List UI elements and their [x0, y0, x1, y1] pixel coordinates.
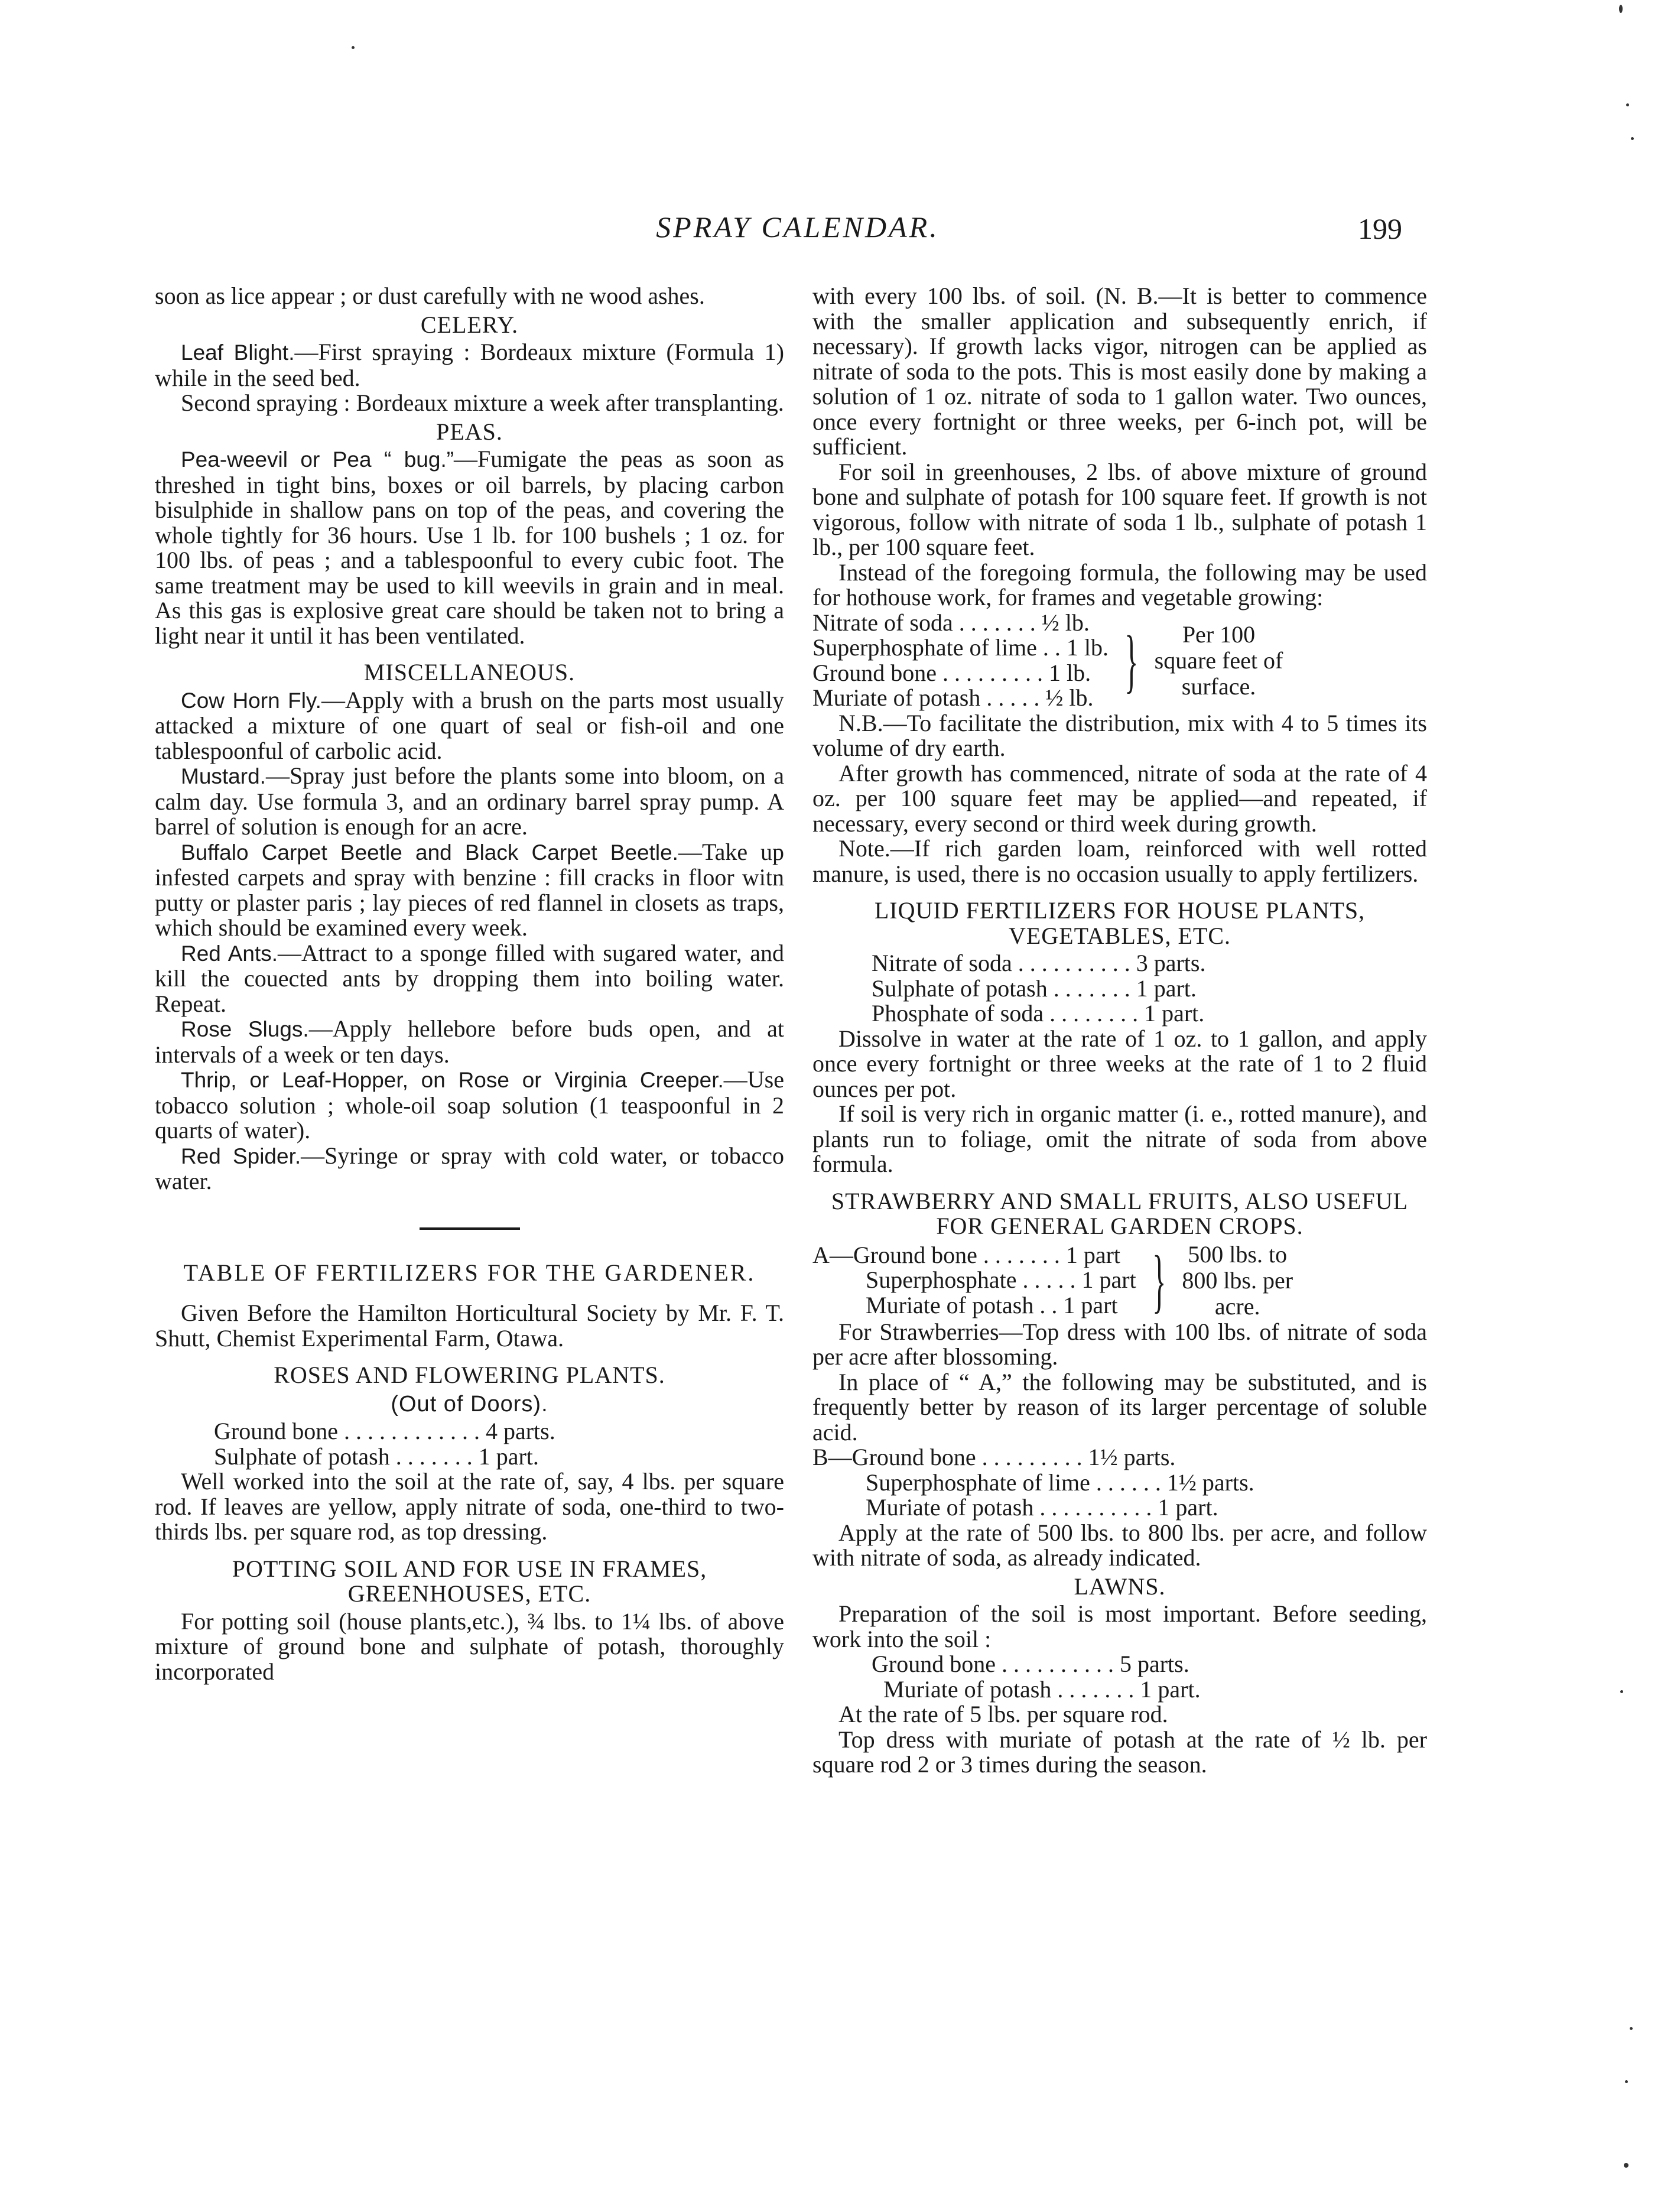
- strawberry-paragraph-2: In place of “ A,” the following may be substituted, and is frequently better by reason of its larger percentage of soluble acid.: [812, 1368, 1427, 1446]
- section-divider: [420, 1227, 520, 1230]
- recipe-row: Sulphate of potash . . . . . . . 1 part.: [872, 975, 1197, 1002]
- pea-weevil-paragraph: Pea-weevil or Pea “ bug.”—Fumigate the peas as soon as threshed in tight bins, boxes or oil barrels, by placing carbon bisulphide in shallow pans on top of the peas, and covering the whole tightly for 36 hours. Use 1 lb. for 100 bushels ; 1 oz. for 100 lbs. of peas ; and a tablespoonful to every cubic foot. The same treatment may be used to kill weevils in grain and in meal. As this gas is explosive great care should be taken not to bring a light near it until it has been ventilated.: [155, 446, 784, 649]
- nb-paragraph: N.B.—To facilitate the distribution, mix with 4 to 5 times its volume of dry earth.: [812, 709, 1427, 761]
- lawns-paragraph-3: Top dress with muriate of potash at the rate of ½ lb. per square rod 2 or 3 times during the season.: [812, 1726, 1427, 1778]
- pea-weevil-lead: Pea-weevil or Pea “ bug.”: [181, 447, 454, 472]
- liquid-recipe: [812, 951, 1486, 1027]
- lawns-recipe: [812, 1652, 1486, 1702]
- page-number: 199: [1358, 212, 1402, 245]
- potting-heading: POTTING SOIL AND FOR USE IN FRAMES, GREENHOUSES, ETC.: [232, 1555, 707, 1607]
- recipe-row: A—Ground bone . . . . . . . 1 part: [812, 1241, 1121, 1268]
- instead-paragraph: Instead of the foregoing formula, the following may be used for hothouse work, for frames and vegetable growing:: [812, 558, 1427, 610]
- lawns-paragraph-1: Preparation of the soil is most important. Before seeding, work into the soil :: [812, 1600, 1427, 1652]
- hothouse-note: Per 100 square feet of surface.: [1154, 621, 1283, 700]
- running-title: SPRAY CALENDAR.: [656, 210, 940, 243]
- peas-heading: PEAS.: [436, 418, 503, 445]
- celery-heading: CELERY.: [420, 311, 519, 338]
- recipe-row: Muriate of potash . . . . . ½ lb.: [812, 684, 1094, 711]
- greenhouse-paragraph: For soil in greenhouses, 2 lbs. of above mixture of ground bone and sulphate of potash for 100 square feet. If growth is not vigorous, follow with nitrate of soda 1 lb., sulphate of potash 1 lb., per 100 square feet.: [812, 458, 1427, 560]
- roses-recipe: [155, 1419, 843, 1469]
- thrip-paragraph: Thrip, or Leaf-Hopper, on Rose or Virginia Creeper.—Use tobacco solution ; whole-oil soap solution (1 teaspoonful in 2 quarts of water).: [155, 1066, 784, 1144]
- recipe-row: Muriate of potash . . . . . . . . . . 1 part.: [866, 1494, 1218, 1521]
- intro-paragraph: soon as lice appear ; or dust carefully with ne wood ashes.: [155, 282, 705, 309]
- note-paragraph: Note.—If rich garden loam, reinforced with well rotted manure, is used, there is no occasion usually to apply fertilizers.: [812, 835, 1427, 887]
- roses-paragraph: Well worked into the soil at the rate of, say, 4 lbs. per square rod. If leaves are yellow, apply nitrate of soda, one-third to two-thirds lbs. per square rod, as top dressing.: [155, 1468, 784, 1545]
- given-before-paragraph: Given Before the Hamilton Horticultural Society by Mr. F. T. Shutt, Chemist Experimental Farm, Otawa.: [155, 1300, 784, 1352]
- celery-leaf-blight-paragraph: Leaf Blight.—First spraying : Bordeaux mixture (Formula 1) while in the seed bed.: [155, 339, 784, 391]
- leaf-blight-lead: Leaf Blight.: [181, 340, 295, 365]
- recipe-row: B—Ground bone . . . . . . . . . 1½ parts.: [812, 1444, 1176, 1470]
- continued-paragraph: with every 100 lbs. of soil. (N. B.—It is better to commence with the smaller application and subsequently enrich, if necessary). If growth lacks vigor, nitrogen can be applied as nitrate of soda to the pots. This is most easily done by making a solution of 1 oz. nitrate of soda to 1 gallon water. Two ounces, once every fortnight or three weeks, per 6-inch pot, will be sufficient.: [812, 282, 1427, 460]
- mustard-paragraph: Mustard.—Spray just before the plants some into bloom, on a calm day. Use formula 3, and an ordinary barrel spray pump. A barrel of solution is enough for an acre.: [155, 762, 784, 840]
- roses-heading: ROSES AND FLOWERING PLANTS.: [274, 1362, 665, 1388]
- red-ants-paragraph: Red Ants.—Attract to a sponge filled with sugared water, and kill the couected ants by dropping them into boiling water. Repeat.: [155, 939, 784, 1017]
- recipe-row: Superphosphate of lime . . . . . . 1½ parts.: [866, 1469, 1254, 1496]
- potting-paragraph: For potting soil (house plants,etc.), ¾ lbs. to 1¼ lbs. of above mixture of ground bone and sulphate of potash, thoroughly incorporated: [155, 1607, 784, 1685]
- roses-subheading: (Out of Doors).: [391, 1391, 548, 1417]
- hothouse-recipe: [812, 610, 1427, 711]
- red-spider-paragraph: Red Spider.—Syringe or spray with cold water, or tobacco water.: [155, 1142, 784, 1194]
- recipe-row: Ground bone . . . . . . . . . 1 lb.: [812, 659, 1091, 686]
- recipe-row: Sulphate of potash . . . . . . . 1 part.: [214, 1443, 539, 1470]
- recipe-row: Nitrate of soda . . . . . . . . . . 3 parts.: [872, 950, 1206, 976]
- fertilizer-table-title: TABLE OF FERTILIZERS FOR THE GARDENER.: [183, 1259, 756, 1286]
- cow-horn-fly-paragraph: Cow Horn Fly.—Apply with a brush on the parts most usually attacked a mixture of one quart of seal or fish-oil and one tablespoonful of carbolic acid.: [155, 686, 784, 764]
- recipe-row: Ground bone . . . . . . . . . . 5 parts.: [872, 1651, 1189, 1677]
- formula-b-recipe: [812, 1445, 1427, 1521]
- lawns-paragraph-2: At the rate of 5 lbs. per square rod.: [838, 1701, 1168, 1727]
- liquid-paragraph-1: Dissolve in water at the rate of 1 oz. to 1 gallon, and apply once every fortnight or three weeks at the rate of 1 to 2 fluid ounces per pot.: [812, 1025, 1427, 1102]
- right-column: [812, 284, 1427, 1778]
- bracket-icon: }: [1124, 621, 1139, 700]
- recipe-row: Nitrate of soda . . . . . . . ½ lb.: [812, 609, 1090, 636]
- strawberry-heading: STRAWBERRY AND SMALL FRUITS, ALSO USEFUL FOR GENERAL GARDEN CROPS.: [831, 1187, 1409, 1239]
- strawberry-paragraph-3: Apply at the rate of 500 lbs. to 800 lbs. per acre, and follow with nitrate of soda, as already indicated.: [812, 1519, 1427, 1571]
- formula-a-recipe: [812, 1242, 1427, 1320]
- lawns-heading: LAWNS.: [1074, 1573, 1166, 1600]
- left-column: [155, 284, 784, 1684]
- formula-a-note: 500 lbs. to 800 lbs. per acre.: [1182, 1240, 1293, 1320]
- recipe-row: Phosphate of soda . . . . . . . . 1 part.: [872, 1000, 1205, 1027]
- liquid-heading: LIQUID FERTILIZERS FOR HOUSE PLANTS, VEGETABLES, ETC.: [874, 897, 1366, 949]
- recipe-row: Superphosphate . . . . . 1 part: [866, 1266, 1136, 1294]
- celery-second-spraying: Second spraying : Bordeaux mixture a week after transplanting.: [181, 389, 784, 416]
- recipe-row: Muriate of potash . . . . . . . 1 part.: [883, 1675, 1201, 1703]
- carpet-beetle-paragraph: Buffalo Carpet Beetle and Black Carpet Beetle.—Take up infested carpets and spray with benzine : fill cracks in floor witn putty or plaster paris ; lay pieces of red flannel in closets as traps, which should be examined every week.: [155, 838, 784, 941]
- recipe-row: Superphosphate of lime . . 1 lb.: [812, 634, 1109, 661]
- recipe-row: Muriate of potash . . 1 part: [866, 1291, 1118, 1318]
- bracket-icon: }: [1152, 1240, 1166, 1320]
- recipe-row: Ground bone . . . . . . . . . . . . 4 parts.: [214, 1418, 555, 1444]
- after-growth-paragraph: After growth has commenced, nitrate of soda at the rate of 4 oz. per 100 square feet may be applied—and repeated, if necessary, every second or third week during growth.: [812, 759, 1427, 837]
- rose-slugs-paragraph: Rose Slugs.—Apply hellebore before buds open, and at intervals of a week or ten days.: [155, 1015, 784, 1068]
- liquid-paragraph-2: If soil is very rich in organic matter (i. e., rotted manure), and plants run to foliage, omit the nitrate of soda from above formula.: [812, 1100, 1427, 1177]
- miscellaneous-heading: MISCELLANEOUS.: [363, 659, 576, 686]
- strawberry-paragraph-1: For Strawberries—Top dress with 100 lbs. of nitrate of soda per acre after blossoming.: [812, 1318, 1427, 1370]
